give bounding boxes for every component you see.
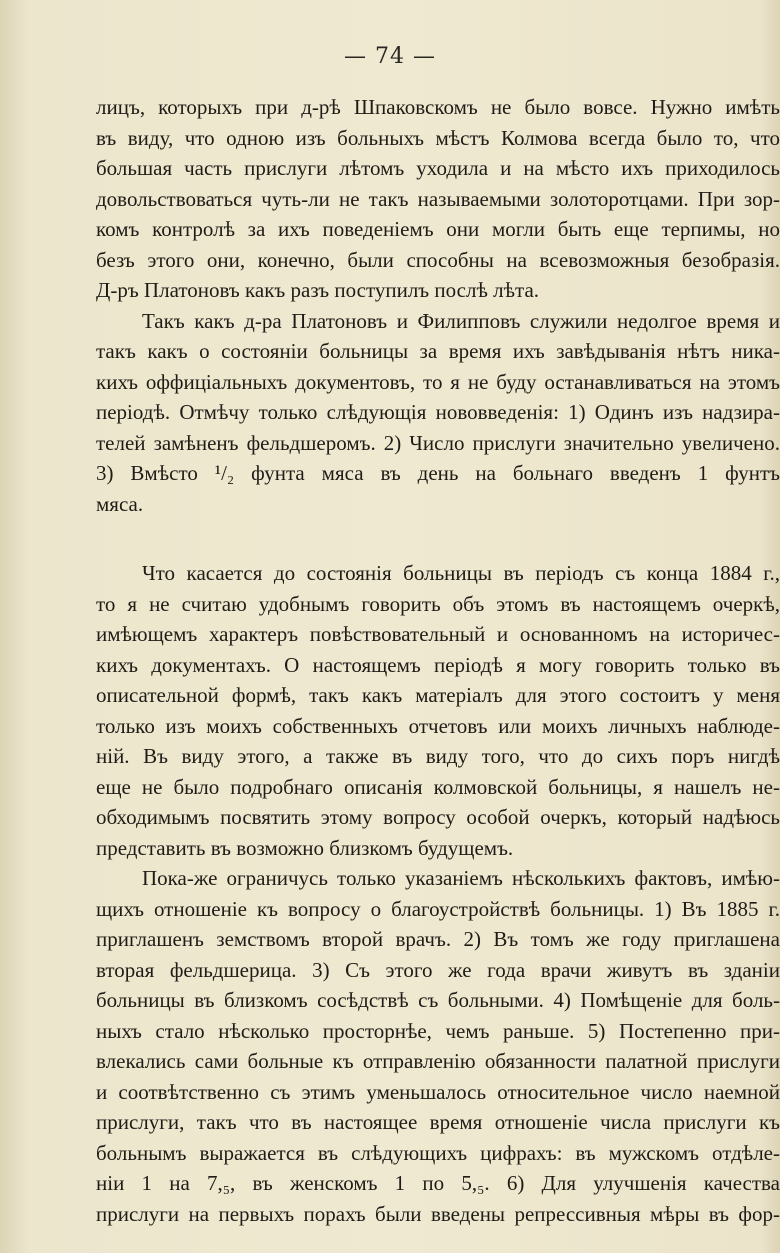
text-line: больницы въ близкомъ сосѣдствѣ съ больными. 4) Помѣщеніе для боль- — [96, 988, 780, 1012]
text-line: большая часть прислуги лѣтомъ уходила и на мѣсто ихъ приходилось — [96, 156, 780, 180]
text-line: еще не было подробнаго описанія колмовской больницы, я нашелъ не- — [96, 774, 780, 799]
text-line: прислуги, такъ что въ настоящее время отношеніе числа прислуги къ — [96, 1110, 780, 1134]
body-text — [96, 92, 780, 1229]
text-line: представить въ возможно близкомъ будущемъ. — [96, 835, 514, 860]
paragraph-gap — [96, 519, 780, 558]
text-line: въ виду, что одною изъ больныхъ мѣстъ Колмова всегда было то, что — [96, 125, 780, 150]
text-line: 3) Вмѣсто ¹/₂ фунта мяса въ день на больнаго введенъ 1 фунтъ — [96, 461, 780, 485]
text-line: ній. Въ виду этого, а также въ виду того, что до сихъ поръ нигдѣ — [96, 744, 780, 768]
text-line: и соотвѣтственно съ этимъ уменьшалось относительное число наемной — [96, 1079, 780, 1104]
paragraph — [96, 558, 780, 863]
text-line: такъ какъ о состояніи больницы за время ихъ завѣдыванія нѣтъ ника- — [96, 339, 780, 363]
page-number: — 74 — — [344, 44, 436, 69]
text-line: имѣющемъ характеръ повѣствовательный и основанномъ на историчес- — [96, 622, 780, 646]
text-line: ныхъ стало нѣсколько просторнѣе, чемъ раньше. 5) Постепенно при- — [96, 1018, 780, 1043]
text-line: безъ этого они, конечно, были способны на всевозможныя безобразія. — [96, 247, 780, 272]
paragraph — [96, 863, 780, 1229]
text-line: ніи 1 на 7,₅, въ женскомъ 1 по 5,₅. 6) Для улучшенія качества — [96, 1171, 780, 1195]
text-line: больнымъ выражается въ слѣдующихъ цифрахъ: въ мужскомъ отдѣле- — [96, 1140, 780, 1165]
text-line: кихъ оффиціальныхъ документовъ, то я не буду останавливаться на этомъ — [96, 369, 780, 394]
text-line: описательной формѣ, такъ какъ матеріалъ для этого состоитъ у меня — [96, 683, 780, 707]
text-line: комъ контролѣ за ихъ поведеніемъ они могли быть еще терпимы, но — [96, 217, 780, 241]
text-line: телей замѣненъ фельдшеромъ. 2) Число прислуги значительно увеличено. — [96, 430, 780, 455]
text-line: Такъ какъ д-ра Платоновъ и Филипповъ служили недолгое время и — [142, 308, 780, 333]
paragraph — [96, 92, 780, 306]
text-line: лицъ, которыхъ при д-рѣ Шпаковскомъ не было вовсе. Нужно имѣть — [96, 95, 780, 119]
text-line: вторая фельдшерица. 3) Съ этого же года врачи живутъ въ зданіи — [96, 957, 780, 982]
text-line: Д-ръ Платоновъ какъ разъ поступилъ послѣ лѣта. — [96, 278, 540, 302]
text-line: мяса. — [96, 491, 144, 516]
text-line: періодѣ. Отмѣчу только слѣдующія нововведенія: 1) Одинъ изъ надзира- — [96, 400, 780, 424]
text-line: приглашенъ земствомъ второй врачъ. 2) Въ томъ же году приглашена — [96, 927, 780, 951]
text-line: кихъ документахъ. О настоящемъ періодѣ я могу говорить только въ — [96, 652, 780, 677]
text-line: довольствоваться чуть-ли не такъ называемыми золоторотцами. При зор- — [96, 186, 780, 211]
text-line: Что касается до состоянія больницы въ періодъ съ конца 1884 г., — [142, 561, 780, 585]
text-line: влекались сами больные къ отправленію обязанности палатной прислуги — [96, 1049, 780, 1073]
text-line: обходимымъ посвятить этому вопросу особой очеркъ, который надѣюсь — [96, 805, 780, 829]
text-line: прислуги на первыхъ порахъ были введены репрессивныя мѣры въ фор- — [96, 1201, 780, 1226]
text-line: то я не считаю удобнымъ говорить объ этомъ въ настоящемъ очеркѣ, — [96, 591, 780, 616]
paragraph — [96, 306, 780, 520]
text-line: щихъ отношеніе къ вопросу о благоустройствѣ больницы. 1) Въ 1885 г. — [96, 896, 780, 921]
text-line: только изъ моихъ собственныхъ отчетовъ или моихъ личныхъ наблюде- — [96, 713, 780, 738]
text-line: Пока-же ограничусь только указаніемъ нѣсколькихъ фактовъ, имѣю- — [142, 866, 780, 890]
